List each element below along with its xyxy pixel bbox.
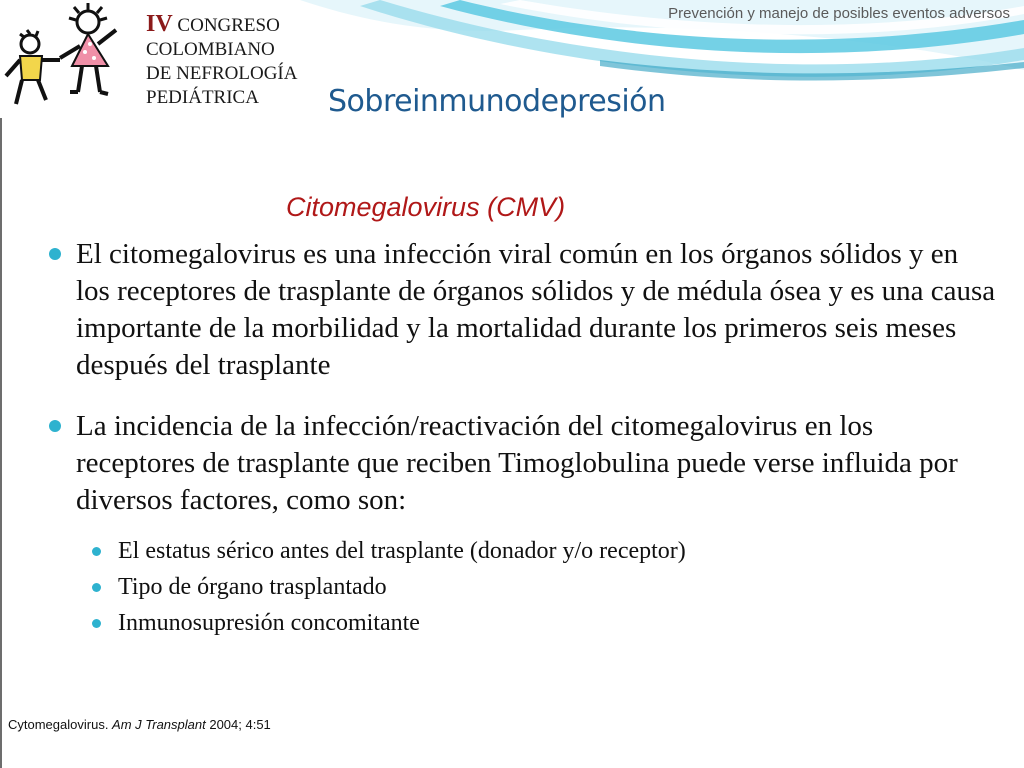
sub-bullet-item [76, 569, 998, 605]
sub-bullet-list [76, 533, 998, 641]
congress-edition: IV [146, 11, 173, 37]
bullet-dot-icon [49, 248, 61, 260]
congress-line-3: DE NEFROLOGÍA [146, 63, 298, 84]
children-logo-icon [0, 0, 128, 118]
sub-bullet-text: Inmunosupresión concomitante [118, 610, 420, 636]
slide-subtitle: Citomegalovirus (CMV) [286, 192, 566, 222]
bullet-list [48, 236, 998, 641]
bullet-text: El citomegalovirus es una infección viral común en los órganos sólidos y en los receptores de trasplante de órganos sólidos y de médula ósea y es una causa importante de la morbilidad y la mortalidad durante los primeros seis meses después del trasplante [76, 238, 996, 381]
congress-line-4: PEDIÁTRICA [146, 87, 259, 108]
bullet-item [48, 236, 998, 384]
bullet-text: La incidencia de la infección/reactivación del citomegalovirus en los receptores de trasplante que reciben Timoglobulina puede verse influida por diversos factores, como son: [76, 410, 958, 516]
sub-bullet-text: Tipo de órgano trasplantado [118, 574, 387, 600]
citation-volume: 2004; 4:51 [205, 717, 271, 732]
bullet-item [48, 408, 998, 641]
section-header: Prevención y manejo de posibles eventos adversos [668, 5, 1010, 22]
congress-line-1: CONGRESO [177, 15, 280, 36]
sub-bullet-dot-icon [92, 583, 101, 592]
sub-bullet-item [76, 605, 998, 641]
congress-name [146, 12, 297, 110]
congress-line-2: COLOMBIANO [146, 39, 275, 60]
sub-bullet-item [76, 533, 998, 569]
citation [8, 717, 271, 732]
slide-title: Sobreinmunodepresión [328, 84, 666, 119]
citation-journal: Am J Transplant [112, 717, 206, 732]
bullet-dot-icon [49, 420, 61, 432]
sub-bullet-text: El estatus sérico antes del trasplante (donador y/o receptor) [118, 538, 686, 564]
citation-title: Cytomegalovirus. [8, 717, 113, 732]
sub-bullet-dot-icon [92, 547, 101, 556]
sub-bullet-dot-icon [92, 619, 101, 628]
left-rule [0, 118, 2, 768]
